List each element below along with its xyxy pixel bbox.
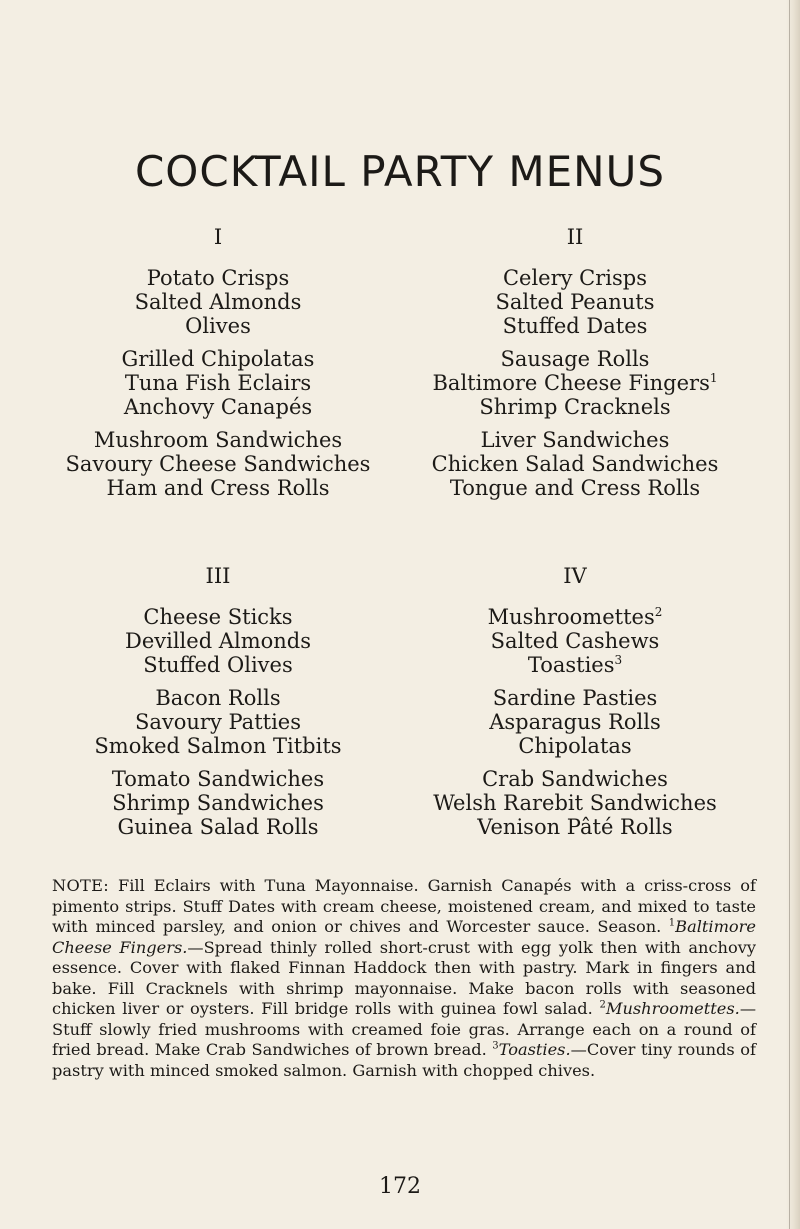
menu-item: Tuna Fish Eclairs xyxy=(124,371,312,395)
footnote-mark: 1 xyxy=(709,371,718,385)
menu-item-baltimore xyxy=(395,371,755,395)
menu-item: Devilled Almonds xyxy=(124,629,311,653)
note-text: —Spread thinly rolled short-crust with egg yolk then with anchovy essence. Cover with flaked Finnan Haddock then with pastry. Mark in fingers and bake. Fill Cracknels with shrimp mayonnaise. Make bacon rolls with seasoned chicken liver or oysters. Fill bridge rolls with guinea fowl salad. xyxy=(52,937,756,1018)
menu-group xyxy=(395,266,755,338)
menu-item: Crab Sandwiches xyxy=(482,767,668,791)
menu-3 xyxy=(38,563,398,848)
footnote-mark: 2 xyxy=(599,999,606,1011)
page-title: COCKTAIL PARTY MENUS xyxy=(134,147,665,196)
menu-group xyxy=(38,428,398,500)
menu-item: Savoury Patties xyxy=(134,710,302,734)
menu-item: Chicken Salad Sandwiches xyxy=(431,452,719,476)
footnote-mark: 1 xyxy=(668,917,676,929)
menu-item: Guinea Salad Rolls xyxy=(117,815,319,839)
menu-item: Shrimp Sandwiches xyxy=(112,791,324,815)
menu-item: Stuffed Olives xyxy=(143,653,293,677)
menu-group xyxy=(38,767,398,839)
menu-2 xyxy=(395,224,755,509)
menu-item: Venison Pâté Rolls xyxy=(477,815,673,839)
menu-item: Chipolatas xyxy=(518,734,632,758)
footnote-mark: 3 xyxy=(614,653,623,667)
menu-item: Celery Crisps xyxy=(502,266,648,290)
note-text: —Stuff slowly fried mushrooms with creamed foie gras. Arrange each on a round of fried bread. Make Crab Sandwiches of brown bread. xyxy=(52,999,756,1059)
menu-item: Smoked Salmon Titbits xyxy=(94,734,342,758)
menu-item-toasties xyxy=(395,653,755,677)
menu-numeral: IV xyxy=(563,564,587,588)
menu-item: Stuffed Dates xyxy=(502,314,648,338)
menu-group xyxy=(395,686,755,758)
note-lead: NOTE: xyxy=(52,876,110,895)
menu-item: Salted Peanuts xyxy=(495,290,655,314)
menu-item: Potato Crisps xyxy=(146,266,290,290)
menu-item: Sausage Rolls xyxy=(500,347,650,371)
menu-item: Sardine Pasties xyxy=(492,686,658,710)
menu-item: Olives xyxy=(185,314,251,338)
menu-4 xyxy=(395,563,755,848)
menu-numeral: III xyxy=(205,564,231,588)
menu-item-label: Toasties xyxy=(527,653,615,677)
menu-numeral: II xyxy=(566,225,584,249)
menu-item: Liver Sandwiches xyxy=(480,428,670,452)
menu-item: Salted Cashews xyxy=(490,629,660,653)
note-paragraph xyxy=(52,876,756,1081)
footnote-mark: 3 xyxy=(492,1040,499,1052)
menu-item: Ham and Cress Rolls xyxy=(106,476,330,500)
menu-group xyxy=(38,686,398,758)
menu-group xyxy=(38,605,398,677)
menu-numeral: I xyxy=(213,225,223,249)
note-text: —Cover tiny rounds of pastry with minced smoked salmon. Garnish with chopped chives. xyxy=(52,1040,756,1080)
note-text: Fill Eclairs with Tuna Mayonnaise. Garnish Canapés with a criss-cross of pimento strips. Stuff Dates with cream cheese, moistened cream, and mixed to taste with minced parsley, and onion or chives and Worcester sauce. Season. xyxy=(52,876,756,936)
menu-item: Tongue and Cress Rolls xyxy=(449,476,701,500)
menu-item-label: Baltimore Cheese Fingers xyxy=(432,371,710,395)
footnote-mark: 2 xyxy=(654,605,663,619)
menu-item: Cheese Sticks xyxy=(143,605,293,629)
menu-group xyxy=(395,605,755,677)
menu-group xyxy=(395,347,755,419)
menu-item: Tomato Sandwiches xyxy=(111,767,325,791)
menu-item: Savoury Cheese Sandwiches xyxy=(65,452,371,476)
menu-item: Grilled Chipolatas xyxy=(121,347,315,371)
footnote-term: Toasties. xyxy=(498,1040,571,1059)
footnote-term: Mushroomettes. xyxy=(605,999,740,1018)
menu-group xyxy=(38,347,398,419)
menu-item-mushroomettes xyxy=(395,605,755,629)
menu-item: Welsh Rarebit Sandwiches xyxy=(433,791,717,815)
page-number: 172 xyxy=(379,1174,421,1199)
menu-group xyxy=(38,266,398,338)
menu-item: Anchovy Canapés xyxy=(123,395,313,419)
menu-item: Salted Almonds xyxy=(134,290,302,314)
menu-group xyxy=(395,428,755,500)
menu-1 xyxy=(38,224,398,509)
menu-item-label: Mushroomettes xyxy=(487,605,655,629)
footnote-term: Baltimore Cheese Fingers. xyxy=(52,917,756,957)
menu-item: Mushroom Sandwiches xyxy=(93,428,343,452)
menu-item: Asparagus Rolls xyxy=(489,710,661,734)
menu-group xyxy=(395,767,755,839)
menu-item: Shrimp Cracknels xyxy=(479,395,671,419)
menu-item: Bacon Rolls xyxy=(155,686,281,710)
